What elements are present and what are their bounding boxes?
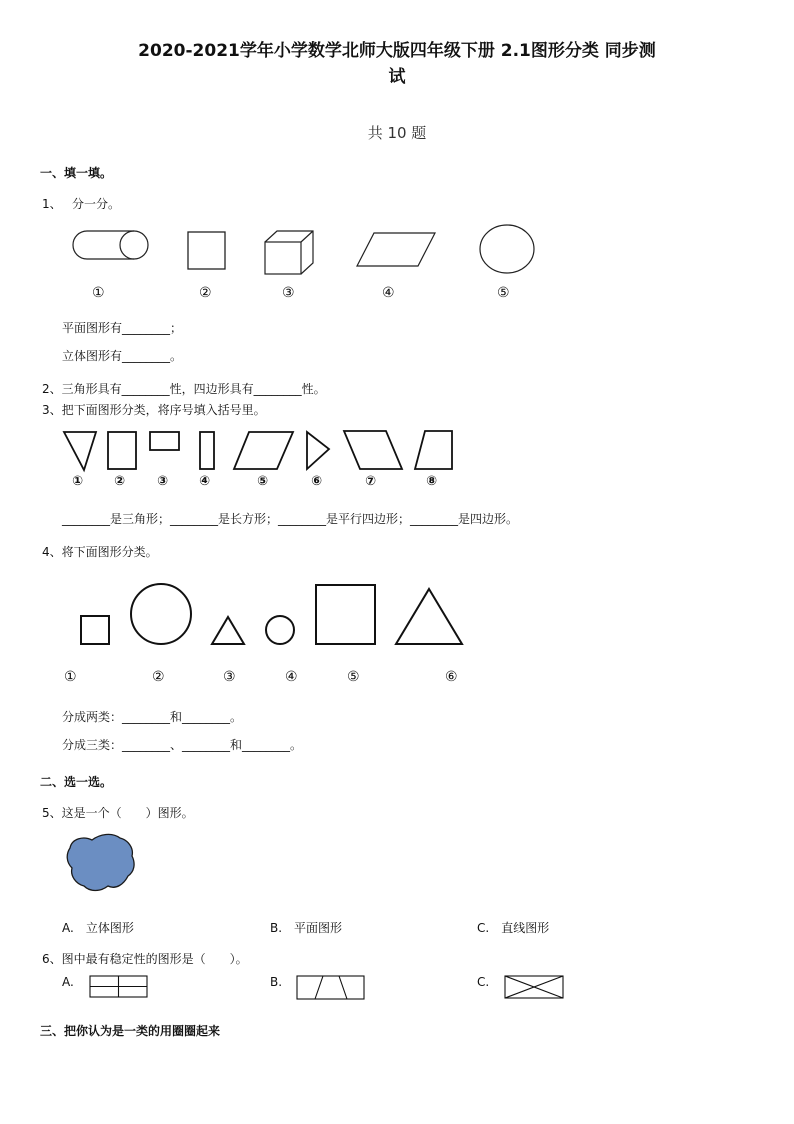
- page-title: 2020-2021学年小学数学北师大版四年级下册 2.1图形分类 同步测: [138, 41, 656, 61]
- q6-option-b[interactable]: B.: [270, 975, 283, 989]
- q1-label-3: ③: [282, 285, 295, 301]
- q3-label-1: ①: [72, 474, 84, 489]
- q2-text: 2、三角形具有________性，四边形具有________性。: [42, 382, 326, 396]
- question-count: 共 10 题: [367, 124, 427, 142]
- q6-option-c[interactable]: C.: [477, 975, 490, 989]
- q4-label-3: ③: [223, 669, 236, 685]
- section-1-heading: 一、填一填。: [40, 166, 113, 180]
- q4-label-2: ②: [152, 669, 165, 685]
- q6-option-a[interactable]: A.: [62, 975, 74, 989]
- q6-figure-b: [297, 976, 364, 999]
- q4-label-6: ⑥: [445, 669, 458, 685]
- q1-label-5: ⑤: [497, 285, 510, 301]
- q1-label-1: ①: [92, 285, 105, 301]
- q3-label-6: ⑥: [311, 474, 323, 489]
- q3-answer-line: ________是三角形；________是长方形；________是平行四边形；________是四边形。: [62, 512, 519, 526]
- q3-label-2: ②: [114, 474, 126, 489]
- q4-label-4: ④: [285, 669, 298, 685]
- q3-label-4: ④: [199, 474, 211, 489]
- q3-label-5: ⑤: [257, 474, 269, 489]
- q5-option-c[interactable]: C. 直线图形: [477, 921, 550, 935]
- q4-text: 4、将下面图形分类。: [42, 545, 158, 559]
- q6-figure-a: [90, 976, 147, 997]
- section-3-heading: 三、把你认为是一类的用圈圈起来: [40, 1024, 221, 1038]
- q4-label-1: ①: [64, 669, 77, 685]
- q3-text: 3、把下面图形分类，将序号填入括号里。: [42, 403, 266, 417]
- q5-option-b[interactable]: B. 平面图形: [270, 921, 343, 935]
- q1-label-4: ④: [382, 285, 395, 301]
- q4-label-5: ⑤: [347, 669, 360, 685]
- q3-label-7: ⑦: [365, 474, 377, 489]
- q4-two-groups-answer: 分成两类：________和________。: [62, 710, 243, 724]
- q6-text: 6、图中最有稳定性的图形是（ ）。: [42, 952, 248, 966]
- q1-solid-answer: 立体图形有________。: [62, 349, 183, 363]
- page-title-continued: 试: [388, 67, 406, 87]
- q4-three-groups-answer: 分成三类：________、________和________。: [62, 738, 303, 752]
- q1-number: 1、: [42, 197, 62, 211]
- q5-text: 5、这是一个（ ）图形。: [42, 806, 194, 820]
- q1-label-2: ②: [199, 285, 212, 301]
- q1-text: 分一分。: [72, 197, 121, 211]
- q1-plane-answer: 平面图形有________；: [62, 321, 183, 335]
- q3-label-3: ③: [157, 474, 169, 489]
- section-2-heading: 二、选一选。: [40, 775, 113, 789]
- q5-option-a[interactable]: A. 立体图形: [62, 921, 134, 935]
- q3-label-8: ⑧: [426, 474, 438, 489]
- q6-figure-c: [505, 976, 563, 998]
